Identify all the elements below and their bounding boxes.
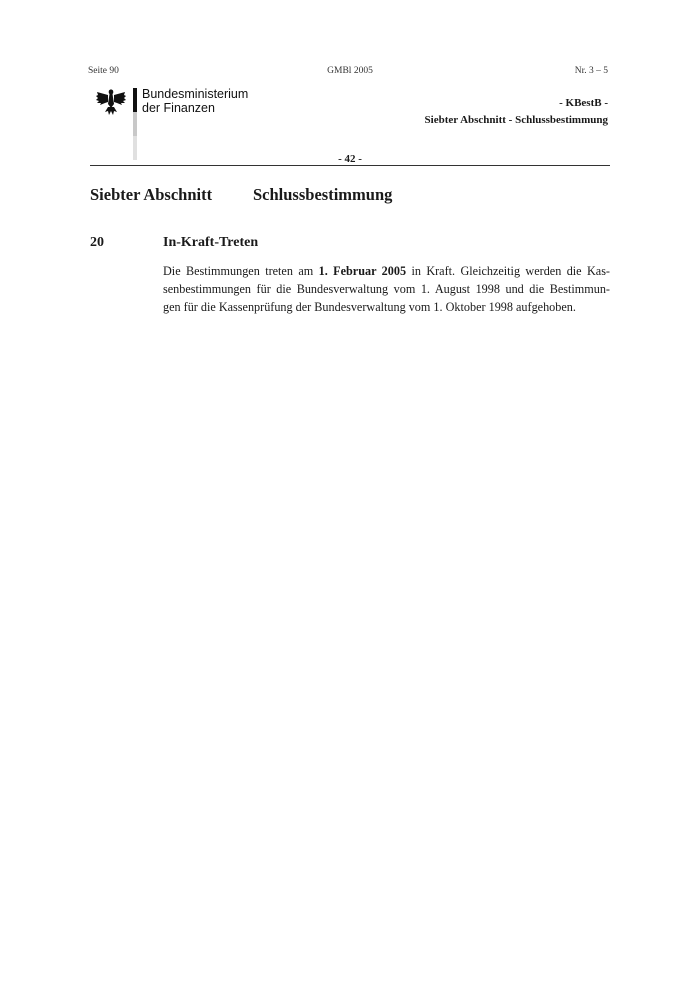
running-header-left: Seite 90 bbox=[88, 66, 119, 76]
ministry-logo bbox=[96, 87, 249, 160]
running-header-right: Nr. 3 – 5 bbox=[574, 66, 608, 76]
document-code: - KBestB - bbox=[559, 97, 608, 109]
logo-line-1: Bundesministerium bbox=[142, 87, 249, 101]
running-header-center: GMBl 2005 bbox=[327, 66, 373, 76]
item-title: In-Kraft-Treten bbox=[163, 235, 259, 250]
eagle-icon bbox=[96, 88, 126, 116]
paragraph-line-1 bbox=[163, 262, 610, 280]
body-paragraph bbox=[163, 262, 610, 316]
item-number: 20 bbox=[90, 235, 104, 250]
paragraph-line-2: senbestimmungen für die Bundesverwaltung vom 1. August 1998 und die Bestimmun- bbox=[163, 282, 610, 296]
page-number: - 42 - bbox=[338, 153, 362, 165]
paragraph-line-3: gen für die Kassenprüfung der Bundesverwaltung vom 1. Oktober 1998 aufgehoben. bbox=[163, 300, 576, 314]
header-divider bbox=[90, 165, 610, 166]
section-label: Siebter Abschnitt bbox=[90, 185, 213, 204]
section-title: Schlussbestimmung bbox=[253, 185, 393, 204]
logo-line-2: der Finanzen bbox=[142, 101, 215, 115]
paragraph-text: Die Bestimmungen treten am bbox=[163, 264, 319, 278]
effective-date: 1. Februar 2005 bbox=[318, 264, 407, 278]
header-section-title: Siebter Abschnitt - Schlussbestimmung bbox=[424, 114, 608, 126]
logo-flag-bar bbox=[133, 88, 137, 160]
paragraph-text: in Kraft. Gleichzeitig werden die Kas- bbox=[406, 264, 610, 278]
logo-wordmark bbox=[142, 87, 248, 115]
